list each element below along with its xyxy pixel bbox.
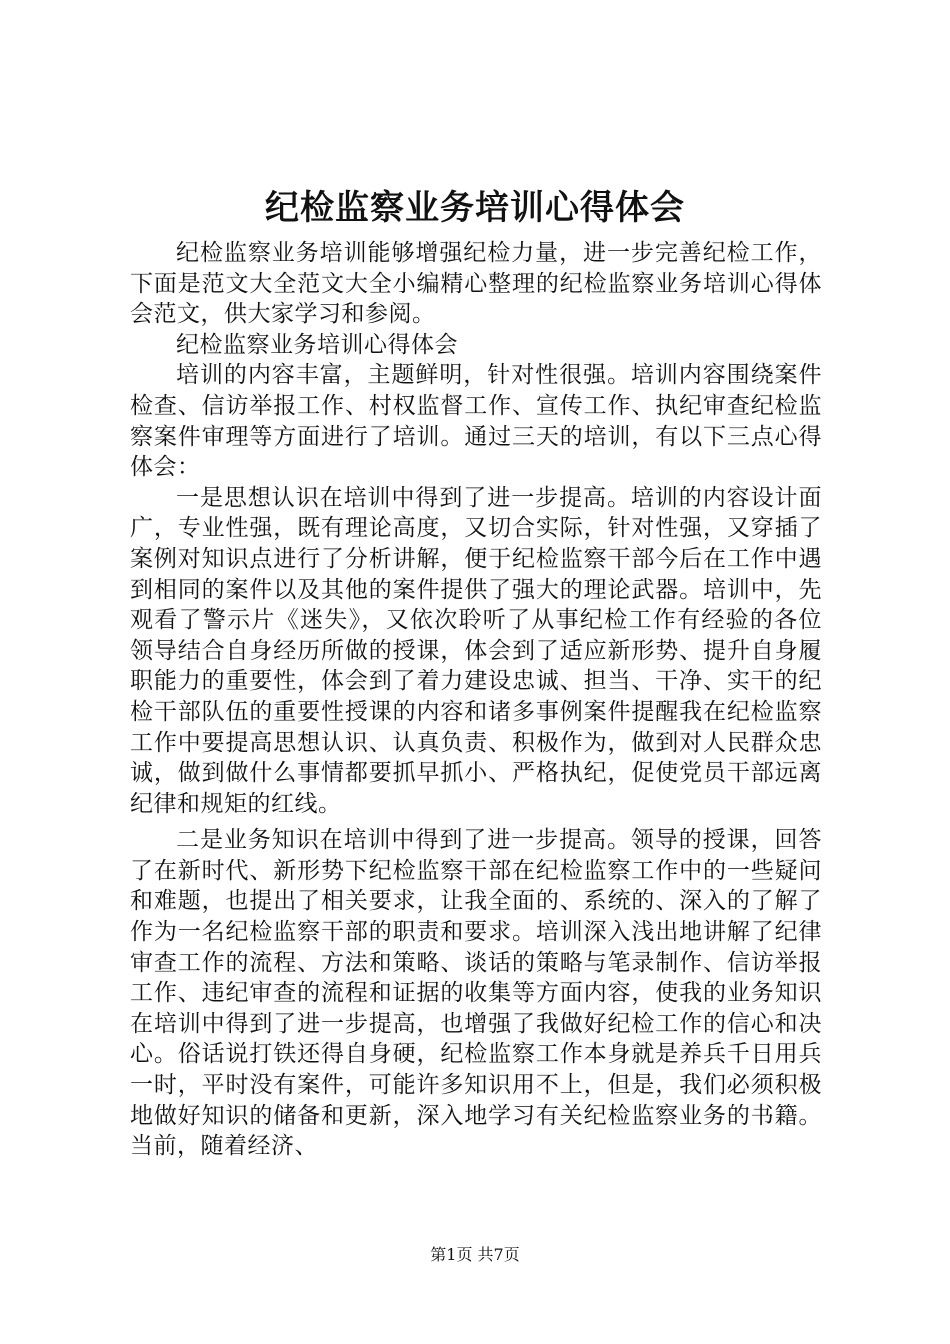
paragraph-subtitle: 纪检监察业务培训心得体会 <box>176 331 458 358</box>
paragraph-overview: 培训的内容丰富，主题鲜明，针对性很强。培训内容围绕案件检查、信访举报工作、村权监督工作、宣传工作、执纪审查纪检监察案件审理等方面进行了培训。通过三天的培训，有以下三点心得体会： <box>130 362 822 481</box>
document-title: 纪检监察业务培训心得体会 <box>265 188 685 228</box>
page-number-footer: 第1页 共7页 <box>430 1245 520 1264</box>
paragraph-intro: 纪检监察业务培训能够增强纪检力量，进一步完善纪检工作，下面是范文大全范文大全小编精心整理的纪检监察业务培训心得体会范文，供大家学习和参阅。 <box>130 240 822 328</box>
paragraph-point-two: 二是业务知识在培训中得到了进一步提高。领导的授课，回答了在新时代、新形势下纪检监察干部在纪检监察工作中的一些疑问和难题，也提出了相关要求，让我全面的、系统的、深入的了解了作为一名纪检监察干部的职责和要求。培训深入浅出地讲解了纪律审查工作的流程、方法和策略、谈话的策略与笔录制作、信访举报工作、违纪审查的流程和证据的收集等方面内容，使我的业务知识在培训中得到了进一步提高，也增强了我做好纪检工作的信心和决心。俗话说打铁还得自身硬，纪检监察工作本身就是养兵千日用兵一时，平时没有案件，可能许多知识用不上，但是，我们必须积极地做好知识的储备和更新，深入地学习有关纪检监察业务的书籍。当前，随着经济、 <box>130 827 822 1160</box>
document-body <box>130 238 822 1162</box>
paragraph-point-one: 一是思想认识在培训中得到了进一步提高。培训的内容设计面广，专业性强，既有理论高度，又切合实际，针对性强，又穿插了案例对知识点进行了分析讲解，便于纪检监察干部今后在工作中遇到相同的案件以及其他的案件提供了强大的理论武器。培训中，先观看了警示片《迷失》，又依次聆听了从事纪检工作有经验的各位领导结合自身经历所做的授课，体会到了适应新形势、提升自身履职能力的重要性，体会到了着力建设忠诚、担当、干净、实干的纪检干部队伍的重要性授课的内容和诸多事例案件提醒我在纪检监察工作中要提高思想认识、认真负责、积极作为，做到对人民群众忠诚，做到做什么事情都要抓早抓小、严格执纪，促使党员干部远离纪律和规矩的红线。 <box>130 484 822 817</box>
